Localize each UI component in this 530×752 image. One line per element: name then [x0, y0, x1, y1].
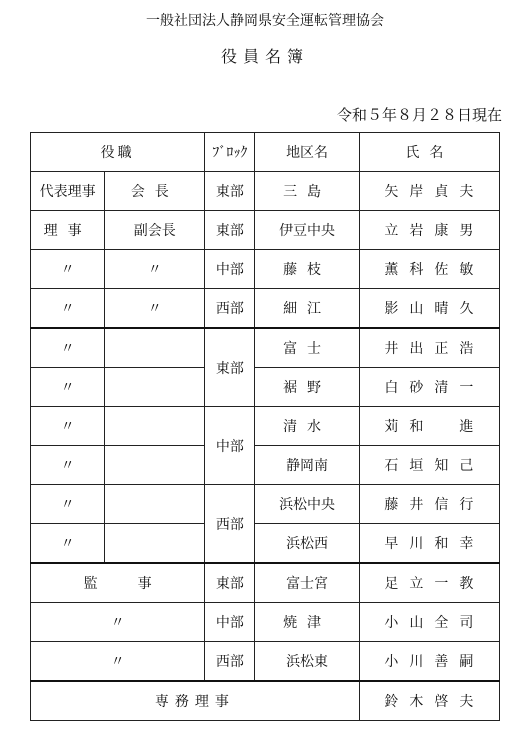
- page-title: 役員名簿: [220, 47, 309, 66]
- district-cell: 静岡南: [255, 446, 359, 485]
- table-row: [31, 485, 500, 524]
- table-row: [31, 328, 500, 368]
- organization-name: 一般社団法人静岡県安全運転管理協会: [146, 13, 384, 29]
- table-row: [31, 289, 500, 329]
- column-header-name: 氏名: [359, 133, 499, 172]
- role-cell: 代表理事: [31, 172, 105, 211]
- role-cell: 〃: [31, 485, 105, 524]
- officer-roster-table: [30, 132, 500, 721]
- table-row: [31, 524, 500, 564]
- table-row: [31, 368, 500, 407]
- table-row: [31, 211, 500, 250]
- block-cell: 中部: [205, 407, 255, 485]
- member-name-cell: 薫科佐敏: [359, 250, 499, 289]
- block-cell: 東部: [205, 563, 255, 603]
- table-row: [31, 446, 500, 485]
- member-name-cell: 白砂清一: [359, 368, 499, 407]
- position-cell: [105, 407, 205, 446]
- table-header-row: [31, 133, 500, 172]
- district-cell: 裾野: [255, 368, 359, 407]
- role-cell: 専務理事: [31, 681, 360, 721]
- position-cell: [105, 328, 205, 368]
- position-cell: [105, 524, 205, 564]
- member-name-cell: 早川和幸: [359, 524, 499, 564]
- table-row: [31, 407, 500, 446]
- member-name-cell: 石垣知己: [359, 446, 499, 485]
- member-name-cell: 小山全司: [359, 603, 499, 642]
- member-name-cell: 立岩康男: [359, 211, 499, 250]
- block-cell: 東部: [205, 172, 255, 211]
- role-cell: 〃: [31, 328, 105, 368]
- block-cell: 西部: [205, 642, 255, 682]
- member-name-cell: 小川善嗣: [359, 642, 499, 682]
- member-name-cell: 矢岸貞夫: [359, 172, 499, 211]
- role-cell: 〃: [31, 446, 105, 485]
- role-cell: 〃: [31, 603, 205, 642]
- column-header-district: 地区名: [255, 133, 359, 172]
- position-cell: [105, 446, 205, 485]
- role-cell: 〃: [31, 642, 205, 682]
- table-row: [31, 172, 500, 211]
- district-cell: 浜松東: [255, 642, 359, 682]
- member-name-cell: 影山晴久: [359, 289, 499, 329]
- table-row: [31, 642, 500, 682]
- position-cell: 〃: [105, 250, 205, 289]
- district-cell: 三島: [255, 172, 359, 211]
- district-cell: 伊豆中央: [255, 211, 359, 250]
- district-cell: 浜松西: [255, 524, 359, 564]
- member-name-cell: 藤井信行: [359, 485, 499, 524]
- position-cell: 副会長: [105, 211, 205, 250]
- block-cell: 西部: [205, 485, 255, 564]
- role-cell: 監事: [31, 563, 205, 603]
- table-row: [31, 250, 500, 289]
- district-cell: 焼津: [255, 603, 359, 642]
- district-cell: 浜松中央: [255, 485, 359, 524]
- role-cell: 〃: [31, 289, 105, 329]
- role-cell: 〃: [31, 250, 105, 289]
- column-header-block: ﾌﾞﾛｯｸ: [205, 133, 255, 172]
- block-cell: 東部: [205, 211, 255, 250]
- position-cell: 会長: [105, 172, 205, 211]
- as-of-date: 令和５年８月２８日現在: [336, 106, 502, 124]
- role-cell: 〃: [31, 407, 105, 446]
- table-row: [31, 681, 500, 721]
- column-header-role: 役職: [31, 133, 205, 172]
- district-cell: 藤枝: [255, 250, 359, 289]
- position-cell: 〃: [105, 289, 205, 329]
- table-row: [31, 603, 500, 642]
- block-cell: 東部: [205, 328, 255, 407]
- block-cell: 西部: [205, 289, 255, 329]
- member-name-cell: 鈴木啓夫: [359, 681, 499, 721]
- role-cell: 〃: [31, 368, 105, 407]
- district-cell: 富士宮: [255, 563, 359, 603]
- position-cell: [105, 485, 205, 524]
- table-row: [31, 563, 500, 603]
- block-cell: 中部: [205, 603, 255, 642]
- district-cell: 富士: [255, 328, 359, 368]
- member-name-cell: 足立一教: [359, 563, 499, 603]
- role-cell: 〃: [31, 524, 105, 564]
- district-cell: 清水: [255, 407, 359, 446]
- member-name-cell: 井出正浩: [359, 328, 499, 368]
- role-cell: 理事: [31, 211, 105, 250]
- position-cell: [105, 368, 205, 407]
- block-cell: 中部: [205, 250, 255, 289]
- member-name-cell: 苅和 進: [359, 407, 499, 446]
- district-cell: 細江: [255, 289, 359, 329]
